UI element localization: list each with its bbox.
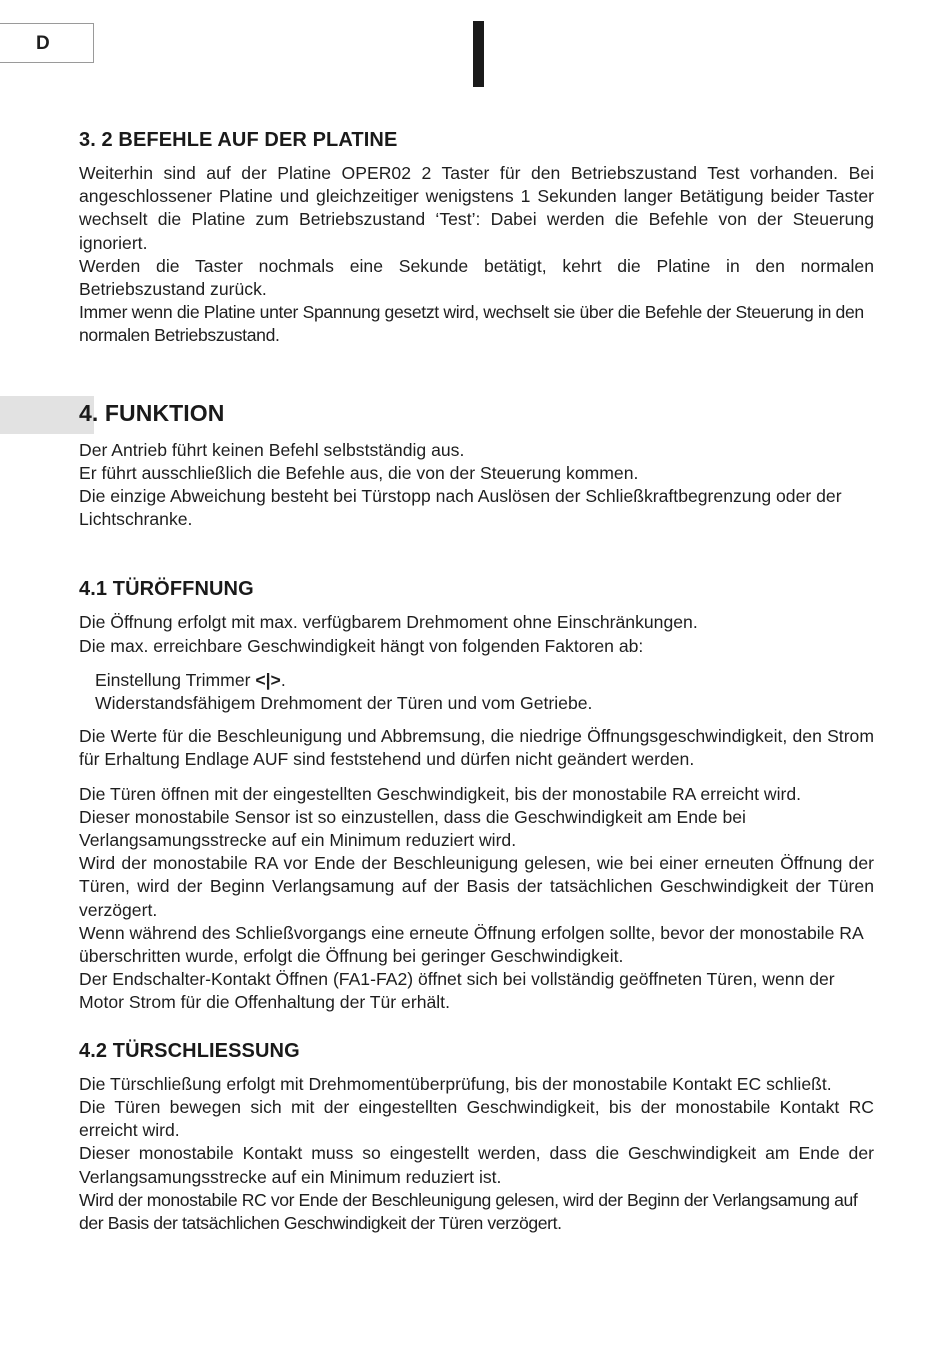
section-4-1-paragraph-4: Die Türen öffnen mit der eingestellten Geschwindigkeit, bis der monostabile RA erreicht wird. <box>79 783 802 804</box>
section-3-2-paragraph-3: Immer wenn die Platine unter Spannung gesetzt wird, wechselt sie über die Befehle der Steuerung in den normalen Betriebszustand. <box>79 302 864 346</box>
section-4-paragraph-3: Die einzige Abweichung besteht bei Türstopp nach Auslösen der Schließkraftbegrenzung oder der Lichtschranke. <box>79 486 842 530</box>
section-4-2-paragraph-3: Dieser monostabile Kontakt muss so eingestellt werden, dass die Geschwindigkeit am Ende der Verlangsamungsstrecke auf ein Minimum reduziert ist. <box>79 1143 874 1187</box>
section-4-2-paragraph-1: Die Türschließung erfolgt mit Drehmomentüberprüfung, bis der monostabile Kontakt EC schließt. <box>79 1073 832 1094</box>
section-4-1-paragraph-7: Wenn während des Schließvorgangs eine erneute Öffnung erfolgen sollte, bevor der monostabile RA überschritten wurde, erfolgt die Öffnung bei geringer Geschwindigkeit. <box>79 922 863 967</box>
section-4-1-paragraph-1: Die Öffnung erfolgt mit max. verfügbarem Drehmoment ohne Einschränkungen. <box>79 612 698 633</box>
section-4-2-paragraph-2: Die Türen bewegen sich mit der eingestellten Geschwindigkeit, bis der monostabile Kontakt RC erreicht wird. <box>79 1096 874 1141</box>
section-4-1-paragraph-3: Die Werte für die Beschleunigung und Abbremsung, die niedrige Öffnungsgeschwindigkeit, den Strom für Erhaltung Endlage AUF sind feststehend und dürfen nicht geändert werden. <box>79 726 874 770</box>
section-4-paragraph-1: Der Antrieb führt keinen Befehl selbstständig aus. <box>79 439 465 460</box>
document-body <box>79 127 874 1235</box>
section-3-2-paragraph-1: Weiterhin sind auf der Platine OPER02 2 Taster für den Betriebszustand Test vorhanden. Bei angeschlossener Platine und gleichzeitiger wenigstens 1 Sekunden langer Betätigung beider Taster wechselt die Platine zum Betriebszustand ‘Test’: Dabei werden die Befehle von der Steuerung ignoriert. <box>79 163 874 253</box>
section-4-1-heading: 4.1 TÜRÖFFNUNG <box>79 578 254 601</box>
list-item-text: Einstellung Trimmer <box>95 669 256 690</box>
list-item-suffix: . <box>280 669 286 690</box>
section-4-paragraph-2: Er führt ausschließlich die Befehle aus, die von der Steuerung kommen. <box>79 462 639 483</box>
trimmer-symbol: <|> <box>255 669 281 690</box>
section-4-heading: 4. FUNKTION <box>79 399 225 426</box>
section-4-1-paragraph-8: Der Endschalter-Kontakt Öffnen (FA1-FA2) öffnet sich bei vollständig geöffneten Türen, wenn der Motor Strom für die Offenhaltung der Tür erhält. <box>79 969 835 1013</box>
section-4-1-paragraph-5: Dieser monostabile Sensor ist so einzustellen, dass die Geschwindigkeit am Ende bei Verlangsamungsstrecke auf ein Minimum reduziert wird. <box>79 806 746 851</box>
section-4-1-paragraph-2: Die max. erreichbare Geschwindigkeit hängt von folgenden Faktoren ab: <box>79 635 644 656</box>
section-3-2-paragraph-2: Werden die Taster nochmals eine Sekunde betätigt, kehrt die Platine in den normalen Betriebszustand zurück. <box>79 255 874 300</box>
language-tab: D <box>0 23 94 63</box>
header-bar-marker <box>473 21 484 87</box>
section-4-2-heading: 4.2 TÜRSCHLIESSUNG <box>79 1039 300 1062</box>
list-item: Widerstandsfähigem Drehmoment der Türen und vom Getriebe. <box>95 693 593 714</box>
section-4-2-paragraph-4: Wird der monostabile RC vor Ende der Beschleunigung gelesen, wird der Beginn der Verlangsamung auf der Basis der tatsächlichen Geschwindigkeit der Türen verzögert. <box>79 1189 858 1233</box>
list-item <box>79 669 874 692</box>
section-3-2-heading: 3. 2 BEFEHLE AUF DER PLATINE <box>79 129 398 151</box>
section-4-1-paragraph-6: Wird der monostabile RA vor Ende der Beschleunigung gelesen, wie bei einer erneuten Öffnung der Türen, wird der Beginn Verlangsamung auf der Basis der tatsächlichen Geschwindigkeit der Türen verzögert. <box>79 853 874 920</box>
